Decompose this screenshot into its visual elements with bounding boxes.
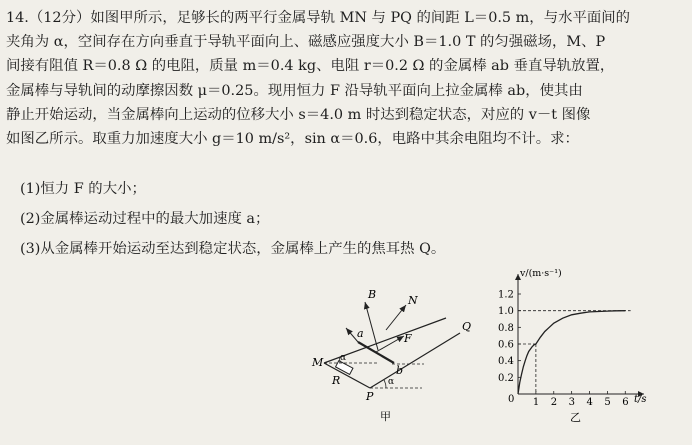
caption-yi: 乙 — [570, 411, 581, 424]
y-tick-label: 0.8 — [498, 322, 514, 334]
problem-line: 金属棒与导轨间的动摩擦因数 μ＝0.25。现用恒力 F 沿导轨平面向上拉金属棒 ab，使其由 — [6, 82, 583, 99]
question-1: (1)恒力 F 的大小； — [20, 181, 146, 197]
label-b: b — [396, 364, 404, 377]
chart-origin-label: 0 — [508, 394, 515, 405]
y-tick-label: 0.6 — [498, 339, 514, 351]
label-alpha-P: α — [388, 377, 395, 387]
x-tick-label: 4 — [586, 397, 593, 408]
chart-guides — [518, 311, 631, 394]
problem-line: 如图乙所示。取重力加速度大小 g＝10 m/s²，sin α＝0.6，电路中其余电阻均不计。求： — [6, 131, 579, 148]
figure-jia-incline-rails — [300, 280, 490, 440]
x-tick-label: 5 — [604, 397, 611, 408]
y-tick-label: 0.2 — [498, 372, 514, 384]
y-tick-label: 1.0 — [498, 306, 514, 318]
chart-xlabel: t/s — [634, 394, 647, 405]
label-a: a — [357, 327, 364, 340]
x-tick-label: 1 — [532, 397, 540, 408]
label-R: R — [332, 374, 341, 387]
caption-jia: 甲 — [380, 410, 391, 423]
chart-axes — [515, 274, 644, 397]
figure-yi-vt-chart — [484, 266, 674, 444]
label-F: F — [404, 332, 412, 345]
problem-line: 14.（12分）如图甲所示，足够长的两平行金属导轨 MN 与 PQ 的间距 L＝0.5 m，与水平面间的 — [6, 10, 631, 26]
x-tick-label: 3 — [568, 397, 576, 408]
x-tick-label: 6 — [622, 397, 629, 408]
y-tick-label: 0.4 — [498, 356, 514, 368]
v-t-curve — [518, 311, 625, 394]
problem-line: 间接有阻值 R＝0.8 Ω 的电阻，质量 m＝0.4 kg、电阻 r＝0.2 Ω 的金属棒 ab 垂直导轨放置， — [6, 58, 615, 75]
label-N: N — [408, 294, 418, 307]
y-tick-label: 1.2 — [498, 289, 514, 301]
label-B: B — [368, 288, 377, 301]
label-P: P — [366, 390, 374, 403]
B-field-arrow — [365, 302, 378, 350]
problem-line: 夹角为 α，空间存在方向垂直于导轨平面向上、磁感应强度大小 B＝1.0 T 的匀强磁场，M、P — [6, 34, 606, 51]
question-3: (3)从金属棒开始运动至达到稳定状态，金属棒上产生的焦耳热 Q。 — [20, 241, 446, 257]
problem-line: 静止开始运动，当金属棒向上运动的位移大小 s＝4.0 m 时达到稳定状态，对应的 v－t 图像 — [6, 106, 591, 123]
x-tick-label: 2 — [550, 397, 558, 408]
problem-statement — [6, 6, 686, 151]
chart-ylabel: v/(m·s⁻¹) — [520, 268, 562, 279]
chart-series — [518, 311, 625, 394]
label-Q: Q — [462, 320, 472, 333]
label-M: M — [312, 356, 324, 369]
question-2: (2)金属棒运动过程中的最大加速度 a； — [20, 211, 270, 227]
N-arrow — [386, 305, 406, 330]
label-alpha-M: α — [340, 353, 347, 363]
angle-arc-P — [384, 380, 386, 388]
